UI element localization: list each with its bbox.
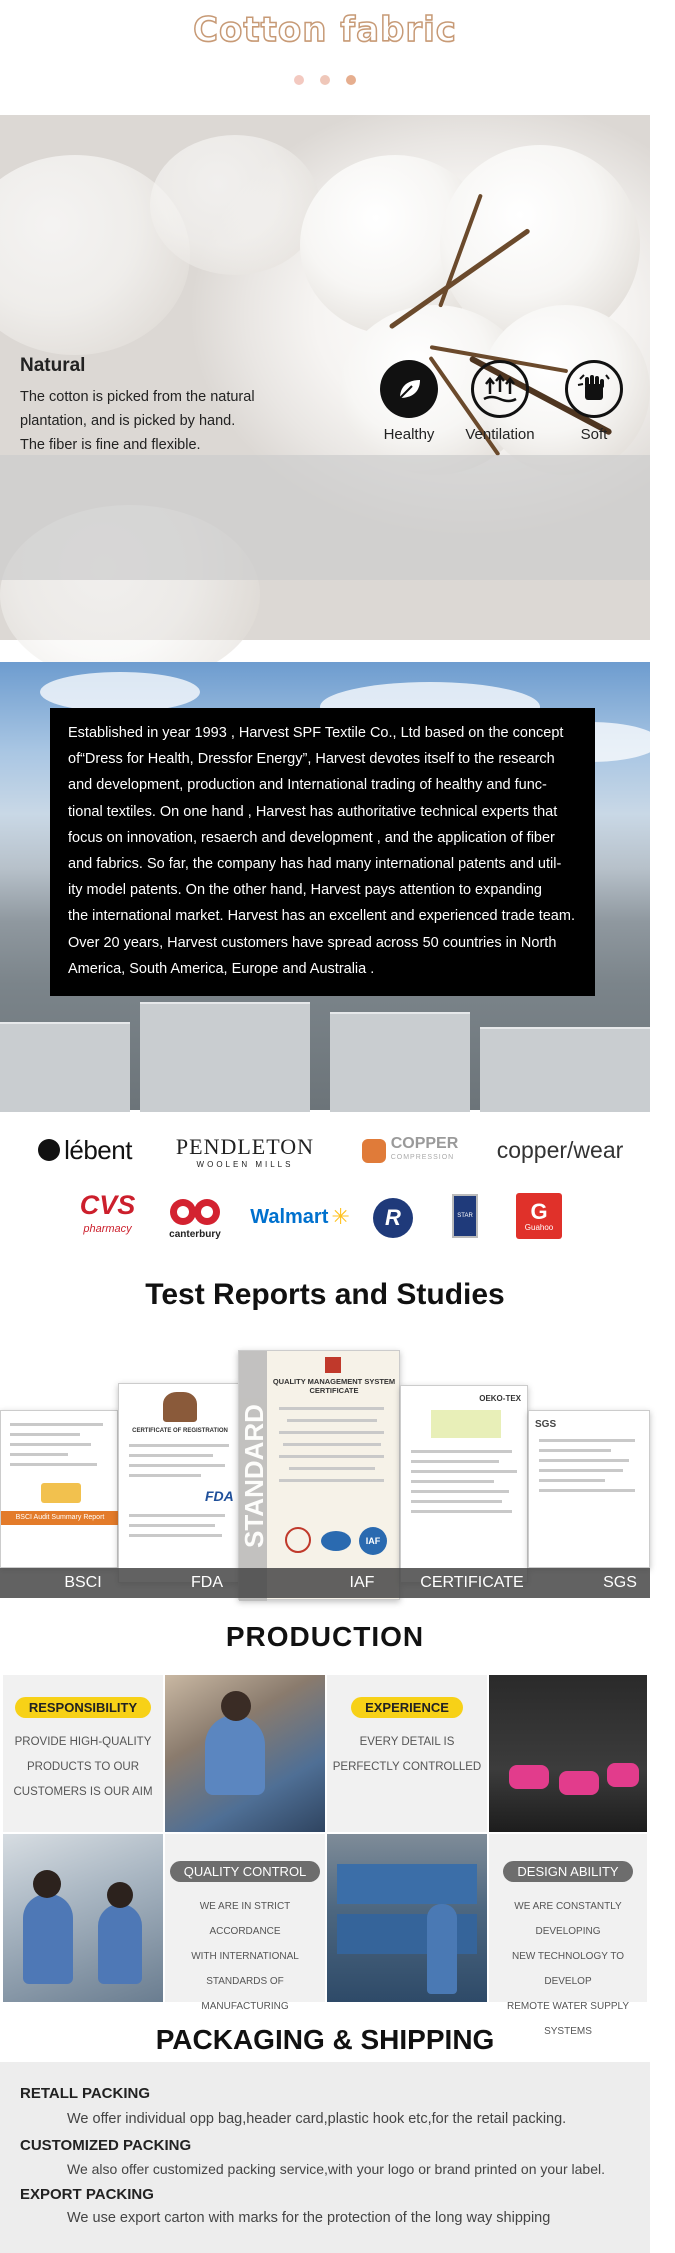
factory-photo-warehouse xyxy=(327,1834,487,2002)
intro-line: Established in year 1993 , Harvest SPF Textile Co., Ltd based on the concept xyxy=(68,725,564,741)
brand-r-logo xyxy=(370,1195,416,1241)
iaf-document xyxy=(238,1350,400,1600)
company-intro-text xyxy=(68,720,583,982)
leaf-icon xyxy=(380,360,438,418)
sgs-mark: SGS xyxy=(535,1419,557,1430)
fda-mark: FDA xyxy=(205,1488,234,1504)
cert-label-bsci: BSCI xyxy=(64,1574,102,1591)
intro-line: the international market. Harvest has an excellent and experienced trade team. xyxy=(68,908,575,925)
natural-line-3: The fiber is fine and flexible. xyxy=(20,437,201,453)
brand-subtitle: WOOLEN MILLS xyxy=(196,1159,294,1169)
lebent-mark-icon xyxy=(38,1139,60,1161)
factory-photo-worker-sewing xyxy=(165,1675,325,1832)
standard-side-strip: STANDARD xyxy=(239,1351,267,1601)
oeko-tex-document xyxy=(400,1385,528,1583)
intro-line: tional textiles. On one hand , Harvest has authoritative technical experts that xyxy=(68,803,558,820)
natural-title: Natural xyxy=(20,355,86,376)
brand-name: canterbury xyxy=(169,1228,221,1240)
natural-description xyxy=(20,385,280,457)
customized-packing-text: We also offer customized packing service,with your logo or brand printed on your label. xyxy=(67,2161,605,2177)
experience-pill: EXPERIENCE xyxy=(351,1697,463,1718)
sgs-document xyxy=(528,1410,650,1568)
packaging-title: PACKAGING & SHIPPING xyxy=(155,2024,495,2055)
eagle-seal-icon xyxy=(163,1392,197,1422)
brand-name: STAR xyxy=(457,1213,473,1219)
card-line: PERFECTLY CONTROLLED xyxy=(332,1761,482,1773)
factory-photo-sock-machine xyxy=(489,1675,647,1832)
card-line: WE ARE CONSTANTLY DEVELOPING xyxy=(514,1901,622,1937)
iaf-badge: IAF xyxy=(359,1527,387,1555)
responsibility-pill: RESPONSIBILITY xyxy=(15,1697,151,1718)
iaf-doc-heading: QUALITY MANAGEMENT SYSTEM CERTIFICATE xyxy=(272,1377,396,1395)
card-line: EVERY DETAIL IS xyxy=(359,1736,455,1748)
card-line: PRODUCTS TO OUR xyxy=(26,1761,140,1773)
carousel-dots xyxy=(0,72,650,90)
brand-name: Walmart xyxy=(250,1205,329,1228)
card-line: WITH INTERNATIONAL xyxy=(191,1951,299,1962)
production-title: PRODUCTION xyxy=(225,1621,425,1652)
cert-label-fda: FDA xyxy=(191,1574,223,1591)
carousel-dot-1[interactable] xyxy=(294,75,304,85)
carousel-dot-2[interactable] xyxy=(320,75,330,85)
customized-packing-heading: CUSTOMIZED PACKING xyxy=(20,2137,192,2154)
brand-name: COPPER xyxy=(390,1135,459,1152)
brand-cvs-logo xyxy=(70,1192,145,1242)
production-quality-control-card xyxy=(165,1834,325,2012)
fda-document xyxy=(118,1383,240,1583)
production-design-ability-card xyxy=(489,1834,647,2037)
cert-label-iaf: IAF xyxy=(349,1574,375,1591)
oeko-tex-mark: OEKO-TEX xyxy=(479,1394,521,1403)
retail-packing-text: We offer individual opp bag,header card,plastic hook etc,for the retail packing. xyxy=(67,2111,567,2127)
brand-lebent-logo xyxy=(25,1130,145,1170)
design-ability-pill: DESIGN ABILITY xyxy=(503,1861,632,1882)
feature-soft xyxy=(539,360,649,443)
card-line: WE ARE IN STRICT ACCORDANCE xyxy=(199,1901,291,1937)
brand-subtitle: COMPRESSION xyxy=(390,1154,455,1161)
hand-icon xyxy=(565,360,623,418)
tests-title: Test Reports and Studies xyxy=(145,1278,505,1311)
card-line: CUSTOMERS IS OUR AIM xyxy=(13,1786,153,1798)
intro-line: focus on innovation, resaerch and development , and the application of fiber xyxy=(68,829,555,846)
ventilation-arrows-icon xyxy=(471,360,529,418)
canterbury-mark-icon xyxy=(169,1195,221,1229)
brand-name: CVS xyxy=(79,1190,136,1220)
intro-line: America, South America, Europe and Australia . xyxy=(68,960,375,977)
walmart-spark-icon: ✳ xyxy=(331,1204,350,1229)
brand-walmart-logo xyxy=(245,1200,355,1234)
intro-line: Over 20 years, Harvest customers have spread across 50 countries in North xyxy=(68,934,557,951)
header xyxy=(0,0,650,115)
brand-copper-logo xyxy=(350,1133,470,1169)
natural-overlay-band xyxy=(0,455,650,580)
bsci-document xyxy=(0,1410,118,1568)
brand-name: PENDLETON xyxy=(175,1133,315,1159)
card-line: STANDARDS OF MANUFACTURING xyxy=(201,1976,289,2012)
cert-label-certificate: CERTIFICATE xyxy=(420,1574,524,1591)
brand-copperwear-logo xyxy=(495,1130,625,1170)
brand-name: R xyxy=(373,1198,413,1238)
intro-line: and development, production and International trading of healthy and func- xyxy=(68,777,547,794)
cert-label-sgs: SGS xyxy=(603,1574,637,1591)
copper-mark-icon xyxy=(362,1139,386,1163)
intro-line: of“Dress for Health, Dressfor Energy”, Harvest devotes itself to the research xyxy=(68,751,555,768)
feature-label: Healthy xyxy=(383,426,435,443)
card-line: PROVIDE HIGH-QUALITY xyxy=(14,1736,152,1748)
page-title: Cotton fabric xyxy=(193,10,457,50)
feature-label: Ventilation xyxy=(465,426,535,443)
factory-photo-workers-line xyxy=(3,1834,163,2002)
export-packing-heading: EXPORT PACKING xyxy=(20,2186,154,2203)
export-packing-text: We use export carton with marks for the protection of the long way shipping xyxy=(67,2210,551,2226)
brand-canterbury-logo xyxy=(160,1190,230,1244)
carousel-dot-3[interactable] xyxy=(346,75,356,85)
production-responsibility-card xyxy=(3,1675,163,1832)
feature-label: Soft xyxy=(580,426,608,443)
intro-line: and fabrics. So far, the company has had many international patents and util- xyxy=(68,856,562,873)
brand-name: Guahoo xyxy=(524,1222,554,1232)
retail-packing-heading: RETALL PACKING xyxy=(20,2085,150,2102)
card-line: REMOTE WATER SUPPLY SYSTEMS xyxy=(506,2001,630,2037)
card-line: NEW TECHNOLOGY TO DEVELOP xyxy=(511,1951,625,1987)
natural-line-2: plantation, and is picked by hand. xyxy=(20,413,236,429)
fda-doc-heading: CERTIFICATE OF REGISTRATION xyxy=(132,1428,228,1434)
production-experience-card xyxy=(327,1675,487,1832)
brand-subtitle: pharmacy xyxy=(83,1223,132,1235)
brand-name: copper/wear xyxy=(496,1136,624,1163)
brand-guahoo-logo xyxy=(515,1192,563,1240)
brand-pendleton-logo xyxy=(175,1128,315,1174)
brand-name: lébent xyxy=(64,1134,132,1165)
bsci-banner: BSCI Audit Summary Report xyxy=(1,1511,119,1525)
brand-star-logo xyxy=(450,1192,480,1240)
guahoo-mark-icon: G xyxy=(530,1198,548,1224)
natural-line-1: The cotton is picked from the natural xyxy=(20,389,255,405)
quality-control-pill: QUALITY CONTROL xyxy=(170,1861,321,1882)
intro-line: ity model patents. On the other hand, Harvest pays attention to expanding xyxy=(68,882,542,899)
